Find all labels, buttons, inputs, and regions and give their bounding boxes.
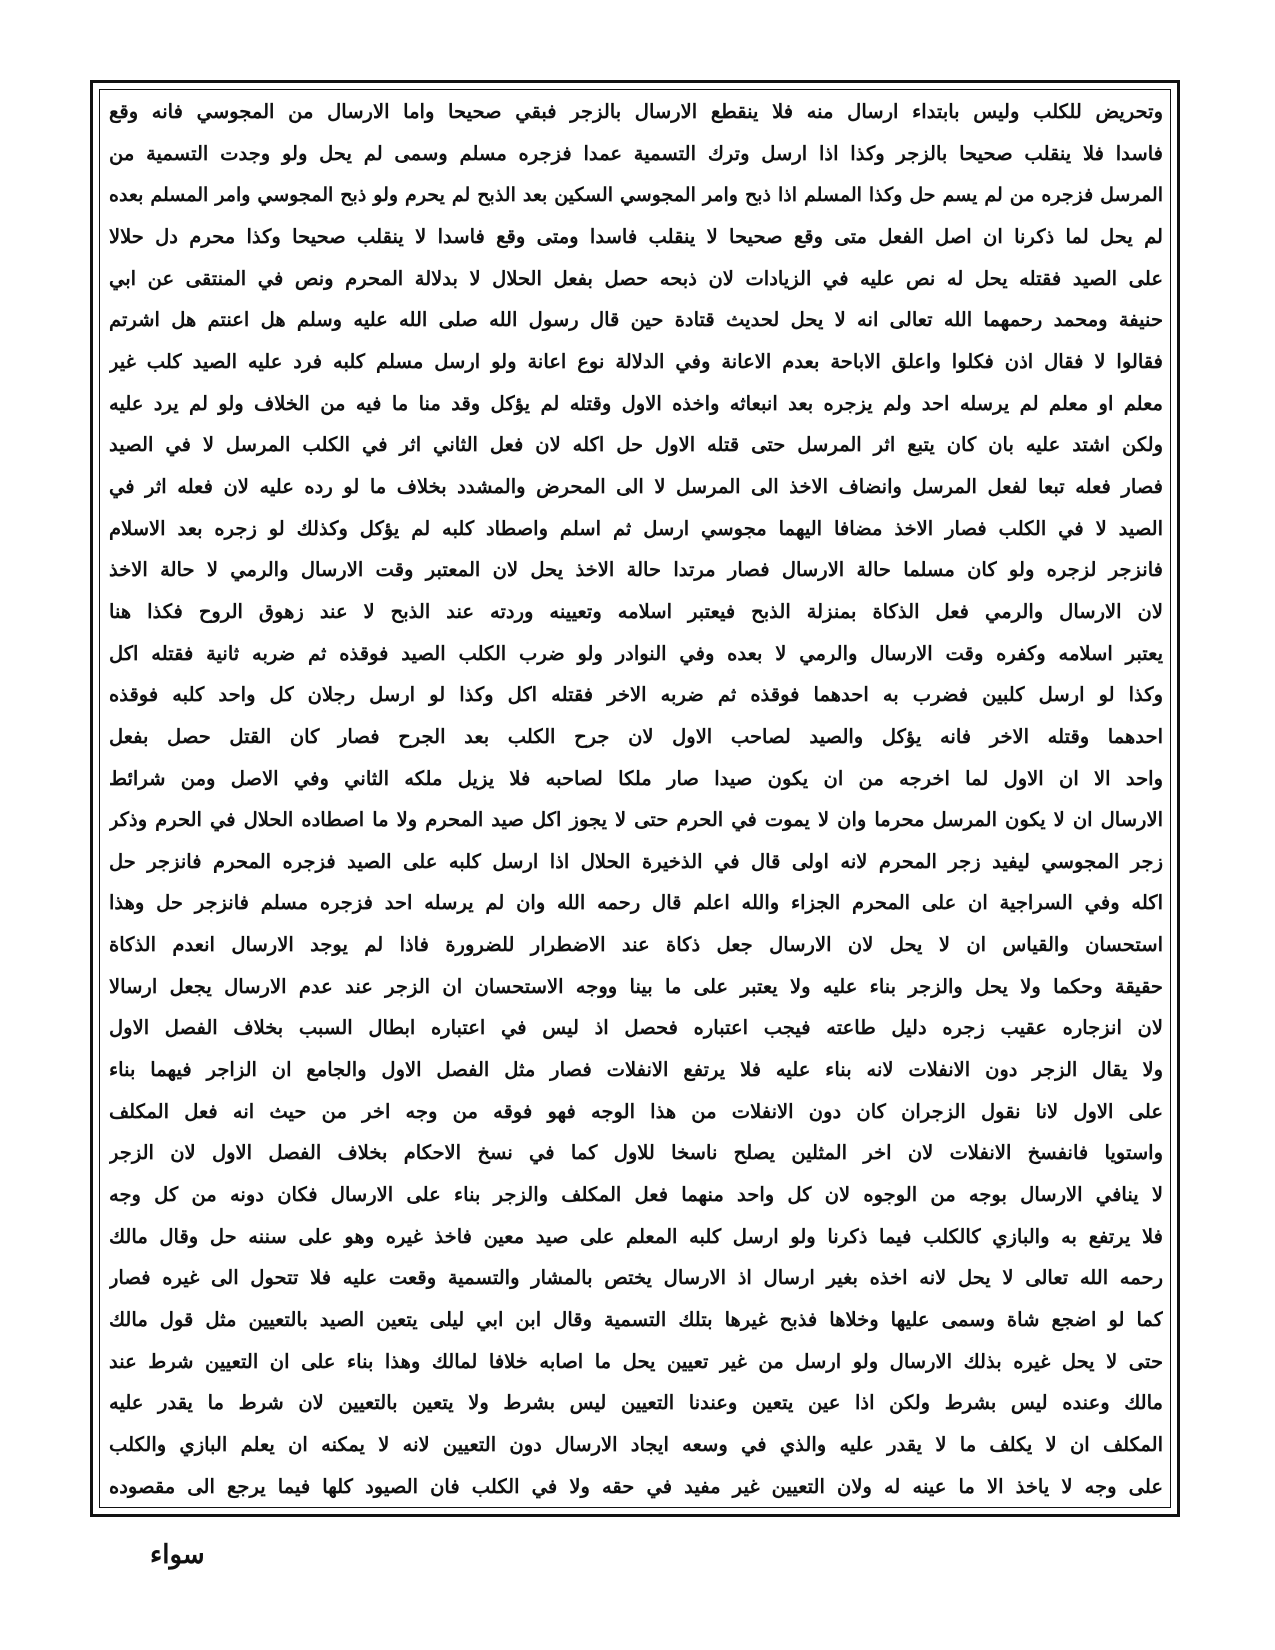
text-line: لم يحل لما ذكرنا ان اصل الفعل متى وقع صحيحا لا ينقلب فاسدا ومتى وقع فاسدا لا ينقلب صحيحا وكذا محرم دل حلالا — [109, 224, 1163, 248]
text-line: المرسل فزجره من لم يسم حل وكذا المسلم اذا ذبح وامر المجوسي السكين بعد الذبح لم يحرم ولو ذبح المجوسي وامر المسلم بعده — [109, 184, 1163, 207]
text-line: وتحريض للكلب وليس بابتداء ارسال منه فلا ينقطع الارسال بالزجر فبقي صحيحا واما الارسال من المجوسي فانه وقع — [109, 100, 1163, 123]
text-line: واستويا فانفسخ الانفلات لان اخر المثلين يصلح ناسخا للاول كما في نسخ الاحكام بخلاف الفصل الاول لان الزجر — [109, 1141, 1163, 1165]
text-line: حتى لا يحل غيره بذلك الارسال ولو ارسل من غير تعيين يحل ما اصابه خلافا لمالك وهذا بناء على ان التعيين شرط عند — [109, 1349, 1163, 1373]
text-line: اكله وفي السراجية ان على المحرم الجزاء والله اعلم قال رحمه الله وان لم يرسله احد فزجره مسلم فانزجر حل وهذا — [109, 891, 1163, 915]
text-line: كما لو اضجع شاة وسمى عليها وخلاها فذبح غيرها بتلك التسمية وقال ابن ابي ليلى يتعين الصيد بالتعيين مثل قول مالك — [109, 1308, 1163, 1332]
text-line: فاسدا فلا ينقلب صحيحا بالزجر وكذا اذا ارسل وترك التسمية عمدا فزجره مسلم وسمى لم يحل ولو وجدت التسمية من — [109, 141, 1163, 165]
text-line: لان الارسال والرمي فعل الذكاة بمنزلة الذبح فيعتبر اسلامه وتعيينه وردته عند الذبح لا عند زهوق الروح فكذا هنا — [109, 599, 1163, 623]
text-line: معلم او معلم لم يرسله احد ولم يزجره بعد انبعاثه واخذه الاول وقتله لم يؤكل وقد منا ما فيه من الخلاف ولو لم يرد عليه — [109, 391, 1163, 415]
text-line: فصار فعله تبعا لفعل المرسل وانضاف الاخذ الى المرسل لا الى المحرض والمشدد بخلاف ما لو رده عليه لان فعله اثر في — [109, 474, 1163, 498]
text-line: حقيقة وحكما ولا يحل والزجر بناء عليه ولا يعتبر على ما بينا ووجه الاستحسان ان الزجر عند عدم الارسال يجعل ارسالا — [109, 974, 1163, 998]
page-frame — [90, 80, 1180, 1517]
text-line: لا ينافي الارسال بوجه من الوجوه لان كل واحد منهما فعل المكلف والزجر بناء على الارسال فكان دونه من كل وجه — [109, 1183, 1163, 1207]
catchword: سواء — [150, 1540, 205, 1570]
text-line: على وجه لا ياخذ الا ما عينه له ولان التعيين غير مفيد في حقه ولا في الكلب فان الصيود كلها فيما يرجع الى مقصوده — [109, 1474, 1163, 1498]
main-text-block — [109, 95, 1163, 1504]
text-line: فلا يرتفع به والبازي كالكلب فيما ذكرنا ولو ارسل كلبه المعلم على صيد معين فاخذ غيره وهو على سننه حل وقال مالك — [109, 1224, 1163, 1248]
text-line: ولكن اشتد عليه بان كان يتبع اثر المرسل حتى قتله الاول حل اكله لان فعل الثاني اثر في الكلب المرسل لا في الصيد — [109, 433, 1163, 457]
text-line: ولا يقال الزجر دون الانفلات لانه بناء عليه فلا يرتفع الانفلات فصار مثل الفصل الاول والجامع ان الزاجر فيهما بناء — [109, 1058, 1163, 1082]
text-line: رحمه الله تعالى لا يحل لانه اخذه بغير ارسال اذ الارسال يختص بالمشار والتسمية وقعت عليه فلا تتحول الى غيره فصار — [109, 1266, 1163, 1290]
text-line: فقالوا لا فقال اذن فكلوا واعلق الاباحة بعدم الاعانة وفي الدلالة نوع اعانة ولو ارسل مسلم كلبه فرد عليه الصيد كلب غير — [109, 349, 1163, 373]
text-line: على الصيد فقتله يحل له نص عليه في الزيادات لان ذبحه حصل بفعل الحلال لا بدلالة المحرم ونص في المنتقى عن ابي — [109, 266, 1163, 290]
text-line: لان انزجاره عقيب زجره دليل طاعته فيجب اعتباره فحصل اذ ليس في اعتباره ابطال السبب بخلاف الفصل الاول — [109, 1016, 1163, 1040]
text-line: الارسال ان لا يكون المرسل محرما وان لا يموت في الحرم حتى لا يجوز اكل صيد المحرم ولا ما اصطاده الحلال في الحرم وذكر — [109, 808, 1163, 832]
text-line: على الاول لانا نقول الزجران كان دون الانفلات من هذا الوجه فهو فوقه من وجه اخر من حيث انه فعل المكلف — [109, 1099, 1163, 1123]
text-line: مالك وعنده ليس بشرط ولكن اذا عين يتعين وعندنا التعيين ليس بشرط ولا يتعين بالتعيين لان شرط ما يقدر عليه — [109, 1391, 1163, 1415]
text-line: الصيد لا في الكلب فصار الاخذ مضافا اليهما مجوسي ارسل ثم اسلم واصطاد كلبه لم يؤكل وكذلك لو زجره بعد الاسلام — [109, 516, 1163, 540]
text-line: حنيفة ومحمد رحمهما الله تعالى انه لا يحل لحديث قتادة حين قال رسول الله صلى الله عليه وسلم هل اعنتم هل اشرتم — [109, 308, 1163, 332]
text-line: استحسان والقياس ان لا يحل لان الارسال جعل ذكاة عند الاضطرار للضرورة فاذا لم يوجد الارسال انعدم الذكاة — [109, 933, 1163, 957]
text-line: وكذا لو ارسل كلبين فضرب به احدهما فوقذه ثم ضربه الاخر فقتله اكل وكذا لو ارسل رجلان كل واحد كلبه فوقذه — [109, 683, 1163, 707]
text-line: المكلف ان لا يكلف ما لا يقدر عليه والذي في وسعه ايجاد الارسال دون التعيين لانه لا يمكنه ان يعلم البازي والكلب — [109, 1433, 1163, 1456]
text-line: يعتبر اسلامه وكفره وقت الارسال والرمي لا بعده وفي النوادر ولو ضرب الكلب الصيد فوقذه ثم ضربه ثانية فقتله اكل — [109, 641, 1163, 665]
text-line: احدهما وقتله الاخر فانه يؤكل والصيد لصاحب الاول لان جرح الكلب بعد الجرح فصار كان القتل حصل بفعل — [109, 724, 1163, 748]
text-line: زجر المجوسي ليفيد زجر المحرم لانه اولى قال في الذخيرة الحلال اذا ارسل كلبه على الصيد فزجره المحرم فانزجر حل — [109, 849, 1163, 873]
text-line: واحد الا ان الاول لما اخرجه من ان يكون صيدا صار ملكا لصاحبه فلا يزيل ملكه الثاني وفي الاصل ومن شرائط — [109, 766, 1163, 790]
text-line: فانزجر لزجره ولو كان مسلما حالة الارسال فصار مرتدا حالة الاخذ يحل لان المعتبر وقت الارسال والرمي لا حالة الاخذ — [109, 558, 1163, 582]
